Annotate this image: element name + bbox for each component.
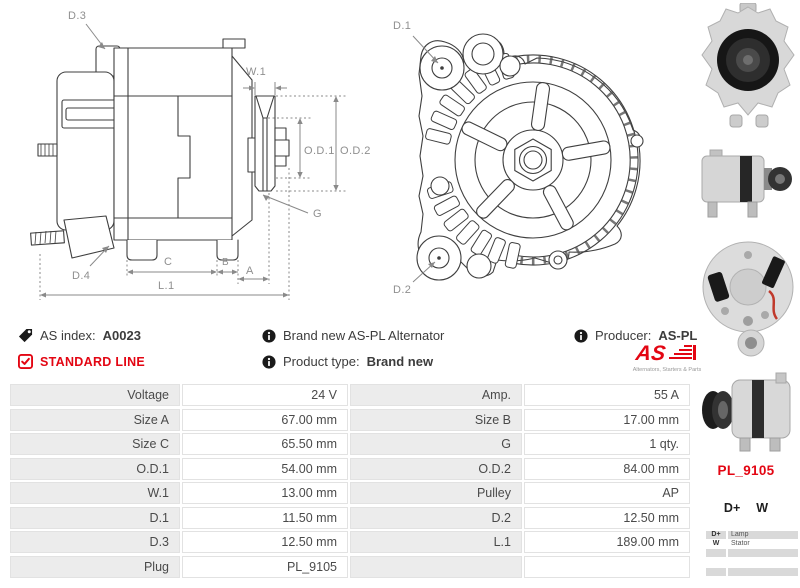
terminal-labels [690,501,800,515]
terminal-desc [728,568,798,576]
terminal-code [706,549,726,557]
as-pl-logo-text: AS [634,342,667,365]
terminal-desc [728,559,798,567]
dim-label-l1: L.1 [158,280,175,292]
spec-label: W.1 [10,482,180,504]
spec-label: G [350,433,522,455]
front-view-drawing [385,8,675,308]
standard-line-label: STANDARD LINE [40,354,146,369]
spec-value: 67.00 mm [182,409,348,431]
dim-label-d3: D.3 [68,10,87,22]
spec-label: Plug [10,556,180,578]
front-view-diagram [385,8,675,308]
alternator-side-photo [696,140,800,228]
tag-icon [18,328,33,343]
info-icon [574,329,588,343]
terminal-row [706,531,798,539]
spec-value: 1 qty. [524,433,690,455]
dim-label-g: G [313,208,322,220]
product-photo-side[interactable] [696,140,800,233]
spec-label: Amp. [350,384,522,406]
spec-table [10,384,690,578]
dim-label-od2: O.D.2 [340,145,371,157]
info-icon [262,329,276,343]
terminal-row [706,568,798,576]
spec-label: Pulley [350,482,522,504]
producer-value: AS-PL [658,328,698,343]
info-icon [262,355,276,369]
product-photo-rear[interactable] [699,233,797,366]
as-pl-logo [630,342,704,373]
product-photo-front[interactable] [700,3,796,136]
terminal-w: W [756,501,769,515]
spec-value: 189.00 mm [524,531,690,553]
spec-value: 13.00 mm [182,482,348,504]
spec-value: 84.00 mm [524,458,690,480]
spec-label: O.D.1 [10,458,180,480]
spec-value: AP [524,482,690,504]
spec-label: Voltage [10,384,180,406]
brand-new-text: Brand new AS-PL Alternator [283,328,445,343]
alternator-front-photo [700,3,796,131]
terminal-table [706,531,798,577]
as-pl-logo-stripes-icon [670,345,696,362]
spec-value [524,556,690,578]
spec-value: 65.50 mm [182,433,348,455]
spec-label: Size A [10,409,180,431]
side-view-diagram [30,8,375,308]
brand-new-row [262,327,444,344]
alternator-rear-photo [699,233,797,361]
terminal-code: W [712,540,720,548]
dim-label-d2: D.2 [393,284,412,296]
standard-line-row [18,353,145,370]
spec-value: 12.50 mm [182,531,348,553]
dim-label-c: C [164,256,173,268]
checkbox-icon [18,354,33,369]
as-index-row [18,327,141,344]
spec-label: D.3 [10,531,180,553]
product-type-label: Product type: [283,354,360,369]
spec-value: 12.50 mm [524,507,690,529]
plug-code: PL_9105 [717,463,775,478]
dim-label-d1: D.1 [393,20,412,32]
terminal-code [706,559,726,567]
spec-value: 55 A [524,384,690,406]
spec-label: D.1 [10,507,180,529]
spec-label [350,556,522,578]
terminal-row [706,549,798,557]
terminal-code [706,568,726,576]
spec-label: L.1 [350,531,522,553]
terminal-desc [728,549,798,557]
spec-label: Size B [350,409,522,431]
spec-value: 17.00 mm [524,409,690,431]
terminal-row [706,540,798,548]
as-index-value: A0023 [102,328,141,343]
dim-label-b: B [222,257,230,268]
producer-label: Producer: [595,328,652,343]
spec-value: PL_9105 [182,556,348,578]
spec-value: 11.50 mm [182,507,348,529]
spec-label: O.D.2 [350,458,522,480]
as-pl-logo-tagline: Alternators, Starters & Parts [632,367,702,373]
product-type-value: Brand new [366,354,434,369]
terminal-row [706,559,798,567]
terminal-desc: Stator [731,540,750,548]
terminal-code: D+ [706,531,726,539]
spec-label: Size C [10,433,180,455]
spec-value: 24 V [182,384,348,406]
as-index-label: AS index: [40,328,96,343]
dim-label-w1: W.1 [246,66,267,78]
product-type-row [262,353,433,370]
dim-label-od1: O.D.1 [304,145,335,157]
dim-label-a: A [246,265,254,277]
terminal-desc: Lamp [728,531,798,539]
terminal-dplus: D+ [723,501,741,515]
side-view-drawing [30,8,375,308]
dim-label-d4: D.4 [72,270,91,282]
spec-label: D.2 [350,507,522,529]
alternator-angled-photo [696,368,800,458]
product-photo-angled[interactable] [696,368,800,463]
spec-value: 54.00 mm [182,458,348,480]
